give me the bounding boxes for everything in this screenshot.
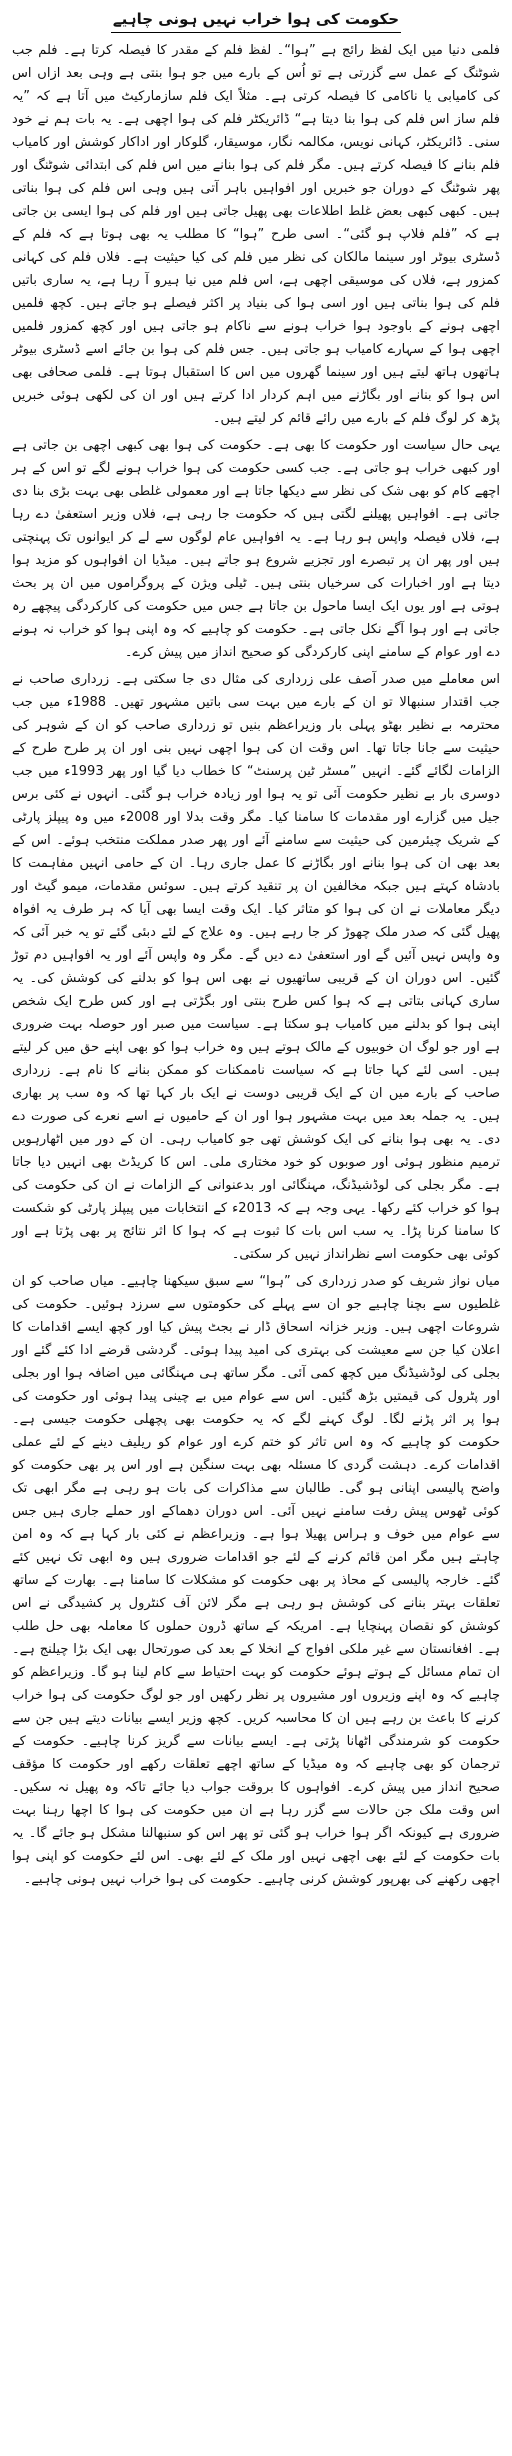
headline-container [12, 8, 500, 33]
article-headline: حکومت کی ہوا خراب نہیں ہونی چاہیے [111, 8, 401, 33]
article-paragraph: اس معاملے میں صدر آصف علی زرداری کی مثال دی جا سکتی ہے۔ زرداری صاحب نے جب اقتدار سنبھالا تو ان کے بارے میں بہت سی باتیں مشہور تھیں۔ 1988ء میں جب محترمہ بے نظیر بھٹو پہلی بار وزیراعظم بنیں تو زرداری صاحب کو ان کے شوہر کی حیثیت سے جانا جاتا تھا۔ اس وقت ان کی ہوا اچھی نہیں بنی اور ان پر طرح طرح کے الزامات لگائے گئے۔ انہیں ”مسٹر ٹین پرسنٹ“ کا خطاب دیا گیا اور پھر 1993ء میں جب دوسری بار بے نظیر حکومت آئی تو یہ ہوا اور زیادہ خراب ہو گئی۔ انہوں نے کئی برس جیل میں گزارے اور مقدمات کا سامنا کیا۔ مگر وقت بدلا اور 2008ء میں وہ پیپلز پارٹی کے شریک چیئرمین کی حیثیت سے سامنے آئے اور پھر صدر مملکت منتخب ہوئے۔ اس کے بعد بھی ان کی ہوا بنانے اور بگاڑنے کا عمل جاری رہا۔ ان کے حامی انہیں مفاہمت کا بادشاہ کہتے ہیں جبکہ مخالفین ان پر تنقید کرتے ہیں۔ سوئس مقدمات، میمو گیٹ اور دیگر معاملات نے ان کی ہوا کو متاثر کیا۔ ایک وقت ایسا بھی آیا کہ ہر طرف یہ افواہ پھیل گئی کہ صدر ملک چھوڑ کر جا رہے ہیں۔ وہ علاج کے لئے دبئی گئے تو یہ خبر آئی کہ وہ واپس نہیں آئیں گے اور استعفیٰ دے دیں گے۔ مگر وہ واپس آئے اور یہ افواہیں دم توڑ گئیں۔ اس دوران ان کے قریبی ساتھیوں نے بھی اس ہوا کو بدلنے کی کوشش کی۔ یہ ساری کہانی بتاتی ہے کہ ہوا کس طرح بنتی اور بگڑتی ہے اور کس طرح ایک شخص اپنی ہوا کو بدلنے میں کامیاب ہو سکتا ہے۔ سیاست میں صبر اور حوصلہ بہت ضروری ہے اور جو لوگ ان خوبیوں کے مالک ہوتے ہیں وہ خراب ہوا کو بھی اپنے حق میں کر لیتے ہیں۔ اسی لئے کہا جاتا ہے کہ سیاست ناممکنات کو ممکن بنانے کا نام ہے۔ زرداری صاحب کے بارے میں ان کے ایک قریبی دوست نے ایک بار کہا تھا کہ وہ سب پر بھاری ہیں۔ یہ جملہ بعد میں بہت مشہور ہوا اور ان کے حامیوں نے اسے نعرے کی صورت دے دی۔ یہ بھی ہوا بنانے کی ایک کوشش تھی جو کامیاب رہی۔ ان کے دور میں اٹھارہویں ترمیم منظور ہوئی اور صوبوں کو خود مختاری ملی۔ اس کا کریڈٹ بھی انہیں دیا جاتا ہے۔ مگر بجلی کی لوڈشیڈنگ، مہنگائی اور بدعنوانی کے الزامات نے ان کی حکومت کی ہوا کو خراب کئے رکھا۔ یہی وجہ ہے کہ 2013ء کے انتخابات میں پیپلز پارٹی کو شکست کا سامنا کرنا پڑا۔ یہ سب اس بات کا ثبوت ہے کہ ہوا کا اثر نتائج پر بھی پڑتا ہے اور کوئی بھی حکومت اسے نظرانداز نہیں کر سکتی۔ [12, 672, 501, 1262]
article-paragraph: یہی حال سیاست اور حکومت کا بھی ہے۔ حکومت کی ہوا بھی کبھی اچھی بن جاتی ہے اور کبھی خراب ہو جاتی ہے۔ جب کسی حکومت کی ہوا خراب ہونے لگے تو اس کے ہر اچھے کام کو بھی شک کی نظر سے دیکھا جاتا ہے اور معمولی غلطی بھی بہت بڑی بنا دی جاتی ہے۔ افواہیں پھیلنے لگتی ہیں کہ حکومت جا رہی ہے، فلاں وزیر استعفیٰ دے رہا ہے، فلاں فیصلہ واپس ہو رہا ہے۔ یہ افواہیں عام لوگوں سے لے کر ایوانوں تک پہنچتی ہیں اور پھر ان پر تبصرے اور تجزیے شروع ہو جاتے ہیں۔ میڈیا ان افواہوں کو مزید ہوا دیتا ہے اور اخبارات کی سرخیاں بنتی ہیں۔ ٹیلی ویژن کے پروگراموں میں ان پر بحث ہوتی ہے اور یوں ایک ایسا ماحول بن جاتا ہے جس میں حکومت کی کارکردگی پیچھے رہ جاتی ہے اور ہوا آگے نکل جاتی ہے۔ حکومت کو چاہیے کہ وہ اپنی ہوا کو خراب نہ ہونے دے اور عوام کے سامنے اپنی کارکردگی کو صحیح انداز میں پیش کرے۔ [12, 438, 500, 660]
article-body [12, 39, 500, 1891]
article-paragraph: میاں نواز شریف کو صدر زرداری کی ”ہوا“ سے سبق سیکھنا چاہیے۔ میاں صاحب کو ان غلطیوں سے بچنا چاہیے جو ان سے پہلے کی حکومتوں سے سرزد ہوئیں۔ حکومت کی شروعات اچھی ہیں۔ وزیر خزانہ اسحاق ڈار نے بجٹ پیش کیا اور کچھ ایسے اقدامات کا اعلان کیا جن سے معیشت کی بہتری کی امید پیدا ہوئی۔ گردشی قرضے ادا کئے گئے اور بجلی کی لوڈشیڈنگ میں کچھ کمی آئی۔ مگر ساتھ ہی مہنگائی میں اضافہ ہوا اور بجلی اور پٹرول کی قیمتیں بڑھ گئیں۔ اس سے عوام میں بے چینی پیدا ہوئی اور حکومت کی ہوا پر اثر پڑنے لگا۔ لوگ کہنے لگے کہ یہ حکومت بھی پچھلی حکومت جیسی ہے۔ حکومت کو چاہیے کہ وہ اس تاثر کو ختم کرے اور عوام کو ریلیف دینے کے لئے عملی اقدامات کرے۔ دہشت گردی کا مسئلہ بھی بہت سنگین ہے اور اس پر بھی حکومت کو واضح پالیسی اپنانی ہو گی۔ طالبان سے مذاکرات کی بات ہو رہی ہے مگر ابھی تک کوئی ٹھوس پیش رفت سامنے نہیں آئی۔ اس دوران دھماکے اور حملے جاری ہیں جس سے عوام میں خوف و ہراس پھیلا ہوا ہے۔ وزیراعظم نے کئی بار کہا ہے کہ وہ امن چاہتے ہیں مگر امن قائم کرنے کے لئے جو اقدامات ضروری ہیں وہ ابھی تک نہیں کئے گئے۔ خارجہ پالیسی کے محاذ پر بھی حکومت کو مشکلات کا سامنا ہے۔ بھارت کے ساتھ تعلقات بہتر بنانے کی کوشش ہو رہی ہے مگر لائن آف کنٹرول پر کشیدگی نے اس کوشش کو نقصان پہنچایا ہے۔ امریکہ کے ساتھ ڈرون حملوں کا معاملہ بھی حل طلب ہے۔ افغانستان سے غیر ملکی افواج کے انخلا کے بعد کی صورتحال بھی ایک بڑا چیلنج ہے۔ ان تمام مسائل کے ہوتے ہوئے حکومت کو بہت احتیاط سے کام لینا ہو گا۔ وزیراعظم کو چاہیے کہ وہ اپنے وزیروں اور مشیروں پر نظر رکھیں اور جو لوگ حکومت کی ہوا خراب کرنے کا باعث بن رہے ہیں ان کا محاسبہ کریں۔ کچھ وزیر ایسے بیانات دیتے ہیں جن سے حکومت کو شرمندگی اٹھانا پڑتی ہے۔ ایسے بیانات سے گریز کرنا چاہیے۔ حکومت کے ترجمان کو بھی چاہیے کہ وہ میڈیا کے ساتھ اچھے تعلقات رکھے اور حکومت کا مؤقف صحیح انداز میں پیش کرے۔ افواہوں کا بروقت جواب دیا جائے تاکہ وہ پھیل نہ سکیں۔ اس وقت ملک جن حالات سے گزر رہا ہے ان میں حکومت کی ہوا کا اچھا رہنا بہت ضروری ہے کیونکہ اگر ہوا خراب ہو گئی تو پھر اس کو سنبھالنا مشکل ہو جائے گا۔ یہ بات حکومت کے لئے بھی اچھی نہیں اور ملک کے لئے بھی۔ اس لئے حکومت کو اپنی ہوا اچھی رکھنے کی بھرپور کوشش کرنی چاہیے۔ حکومت کی ہوا خراب نہیں ہونی چاہیے۔ [12, 1274, 500, 1887]
article-paragraph: فلمی دنیا میں ایک لفظ رائج ہے ”ہوا“۔ لفظ فلم کے مقدر کا فیصلہ کرتا ہے۔ فلم جب شوٹنگ کے عمل سے گزرتی ہے تو اُس کے بارے میں جو ہوا بنتی ہے وہی بعد ازاں اس کی کامیابی یا ناکامی کا فیصلہ کرتی ہے۔ مثلاً ایک فلم سازمارکیٹ میں آتا ہے کہ ”یہ فلم ساز اس فلم کی ہوا بنا دیتا ہے“ ڈائریکٹر فلم کی ہوا اچھی ہے۔ یہ بات ہم نے خود سنی۔ ڈائریکٹر، کہانی نویس، مکالمہ نگار، موسیقار، گلوکار اور اداکار کوشش اور کامیاب فلم بنانے کا فیصلہ کرتے ہیں۔ مگر فلم کی ہوا بنانے میں اس فلم کی ابتدائی شوٹنگ اور پھر شوٹنگ کے دوران جو خبریں اور افواہیں باہر آتی ہیں وہی اس فلم کی ہوا بناتی ہیں۔ کبھی کبھی بعض غلط اطلاعات بھی پھیل جاتی ہیں اور فلم کی ہوا ایسی بن جاتی ہے کہ ”فلم فلاپ ہو گئی“۔ اسی طرح ”ہوا“ کا مطلب یہ بھی ہوتا ہے کہ فلم کے ڈسٹری بیوٹر اور سینما مالکان کی نظر میں فلم کی کیا حیثیت ہے۔ فلاں فلم کی کہانی کمزور ہے، فلاں کی موسیقی اچھی ہے، اس فلم میں نیا ہیرو آ رہا ہے، یہ ساری باتیں فلم کی ہوا بناتی ہیں اور اسی ہوا کی بنیاد پر اکثر فیصلے ہو جاتے ہیں۔ کچھ فلمیں اچھی ہونے کے باوجود ہوا خراب ہونے سے ناکام ہو جاتی ہیں اور کچھ کمزور فلمیں اچھی ہوا کے سہارے کامیاب ہو جاتی ہیں۔ جس فلم کی ہوا بن جائے اسے ڈسٹری بیوٹر ہاتھوں ہاتھ لیتے ہیں اور سینما گھروں میں اس کا استقبال ہوتا ہے۔ فلمی صحافی بھی اس ہوا کو بنانے اور بگاڑنے میں اہم کردار ادا کرتے ہیں اور ان کی لکھی ہوئی خبریں پڑھ کر لوگ فلم کے بارے میں رائے قائم کر لیتے ہیں۔ [12, 43, 500, 426]
